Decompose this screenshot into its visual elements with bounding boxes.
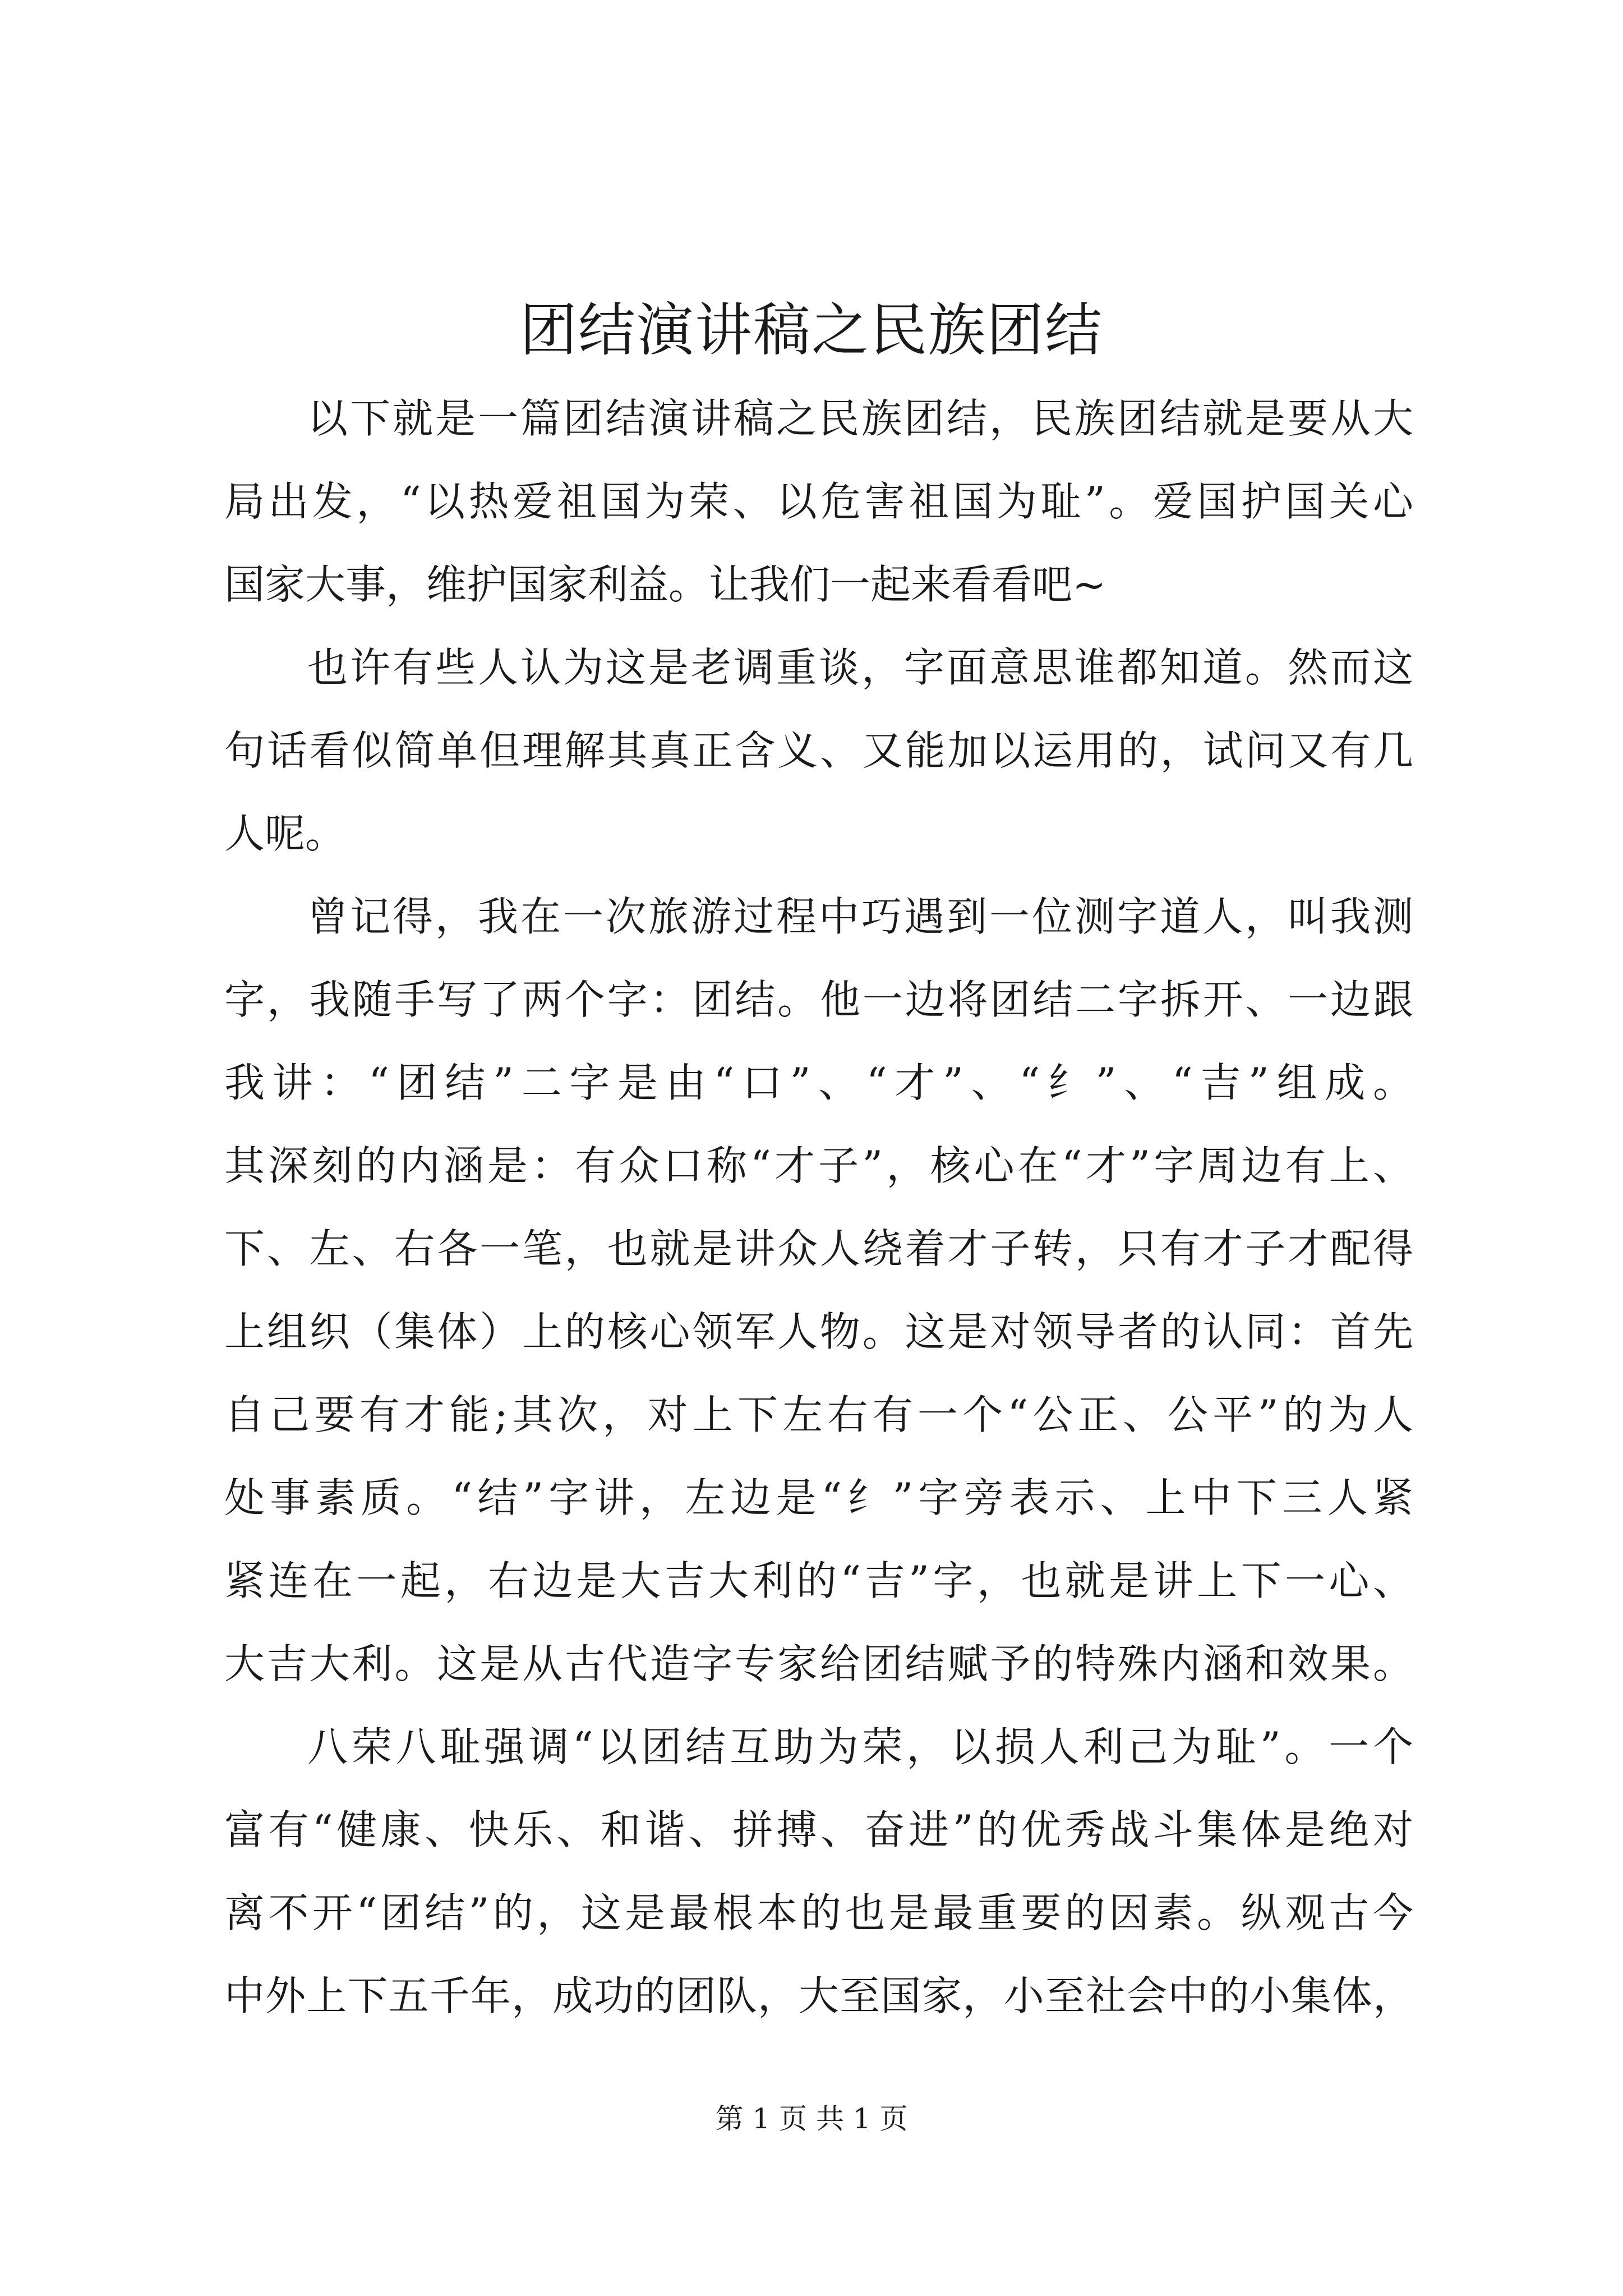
paragraph: [224, 1705, 1413, 2037]
paragraph-line: 曾记得，我在一次旅游过程中巧遇到一位测字道人，叫我测: [307, 893, 1413, 940]
paragraph-line: 紧连在一起，右边是大吉大利的“吉”字，也就是讲上下一心、: [224, 1557, 1413, 1604]
paragraph-line: 其深刻的内涵是：有众口称“才子”，核心在“才”字周边有上、: [224, 1142, 1413, 1189]
paragraph-line: 处事素质。“结”字讲，左边是“纟”字旁表示、上中下三人紧: [224, 1474, 1413, 1521]
page-footer: 第 1 页 共 1 页: [715, 2102, 908, 2135]
paragraph-line: 局出发，“以热爱祖国为荣、以危害祖国为耻”。爱国护国关心: [224, 478, 1413, 525]
document-title: 团结演讲稿之民族团结: [520, 297, 1103, 364]
document-body: [224, 377, 1413, 2037]
paragraph-line: 富有“健康、快乐、和谐、拼搏、奋进”的优秀战斗集体是绝对: [224, 1806, 1413, 1853]
paragraph-line: 大吉大利。这是从古代造字专家给团结赋予的特殊内涵和效果。: [224, 1640, 1413, 1687]
paragraph-line: 八荣八耻强调“以团结互助为荣，以损人利己为耻”。一个: [307, 1723, 1413, 1770]
paragraph-line: 也许有些人认为这是老调重谈，字面意思谁都知道。然而这: [307, 644, 1413, 691]
paragraph-line: 我讲：“团结”二字是由“口”、“才”、“纟”、“吉”组成。: [224, 1059, 1413, 1106]
paragraph-line: 上组织（集体）上的核心领军人物。这是对领导者的认同：首先: [224, 1308, 1413, 1355]
paragraph-line: 字，我随手写了两个字：团结。他一边将团结二字拆开、一边跟: [224, 976, 1413, 1023]
paragraph: [224, 626, 1413, 875]
paragraph-line: 下、左、右各一笔，也就是讲众人绕着才子转，只有才子才配得: [224, 1225, 1413, 1272]
paragraph: [224, 377, 1413, 626]
paragraph: [224, 875, 1413, 1705]
paragraph-line: 中外上下五千年，成功的团队，大至国家，小至社会中的小集体，: [224, 1972, 1413, 2019]
paragraph-line: 人呢。: [224, 810, 346, 857]
paragraph-line: 离不开“团结”的，这是最根本的也是最重要的因素。纵观古今: [224, 1889, 1413, 1936]
paragraph-line: 以下就是一篇团结演讲稿之民族团结，民族团结就是要从大: [307, 395, 1413, 442]
paragraph-line: 国家大事，维护国家利益。让我们一起来看看吧~: [224, 561, 1106, 608]
paragraph-line: 句话看似简单但理解其真正含义、又能加以运用的，试问又有几: [224, 727, 1413, 774]
paragraph-line: 自己要有才能;其次，对上下左右有一个“公正、公平”的为人: [224, 1391, 1413, 1438]
